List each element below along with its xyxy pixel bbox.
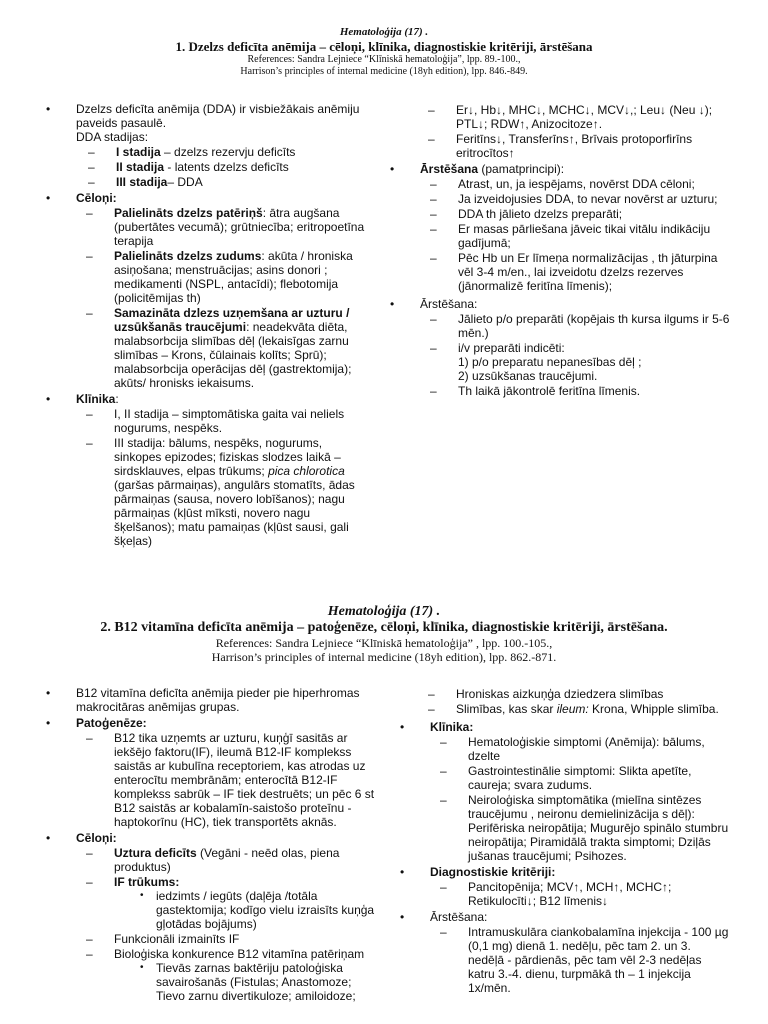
list-item: – Er↓, Hb↓, MHC↓, MCHC↓, MCV↓,; Leu↓ (Neu ↓); PTL↓; RDW↑, Anizocitoze↑.	[428, 103, 730, 131]
section2-ref1: References: Sandra Lejniece “Klīniskā hematoloģija” , lpp. 100.-105.,	[215, 636, 553, 650]
list-item: – III stadija: bālums, nespēks, nogurums, sinkopes epizodes; fiziskas slodzes laikā – sirdsklauves, elpas trūkums; pica chlorotica (garšas pārmaiņas), angulārs stomatīts, ādas pārmaiņas (sausa, novero lobīšanos); nagu pārmaiņas (kļūst mīksti, novero nagu šķelšanos); matu pamaiņas (kļūst sausi, gali šķeļas)	[86, 436, 366, 548]
list-item: – Bioloģiska konkurence B12 vitamīna patēriņam • Tievās zarnas baktēriju patoloģiska savairošanās (Fistulas; Anastomoze; Tievo zarnu divertikuloze; amiloidoze;	[86, 947, 382, 1003]
list-item: • Ārstēšana: – Jālieto p/o preparāti (kopējais th kursa ilgums ir 5-6 mēn.) – i/v preparāti indicēti: 1) p/o preparatu nepanesības dēļ ; 2) uzsūkšanas traucējumi. – Th laikā jākontrolē feritīna līmenis.	[390, 297, 730, 398]
section2-header	[0, 604, 768, 664]
list-item: – Palielināts dzelzs zudums: akūta / hroniska asiņošana; menstruācijas; asins donori ; medikamenti (NSPL, antacīdi); flebotomija (policitēmijas th)	[86, 249, 366, 305]
section1-header	[0, 26, 768, 78]
list-item: – Ja izveidojusies DDA, to nevar novērst ar uzturu;	[430, 192, 730, 206]
list-item: – Hematoloģiskie simptomi (Anēmija): bālums, dzelte	[440, 735, 730, 763]
list-item	[46, 191, 366, 390]
list-item: • Klīnika: – I, II stadija – simptomātiska gaita vai neliels nogurums, nespēks. – III stadija: bālums, nespēks, nogurums, sinkopes epizodes; fiziskas slodzes laikā – sirdsklauves, elpas trūkums; pica chlorotica (garšas pārmaiņas), angulārs stomatīts, ādas pārmaiņas (sausa, novero lobīšanos); nagu pārmaiņas (kļūst mīksti, novero nagu šķelšanos); matu pamaiņas (kļūst sausi, gali šķeļas)	[46, 392, 366, 548]
clinic-heading: Klīnika	[76, 392, 116, 406]
section2-right-column	[400, 686, 730, 997]
section1-ref1: References: Sandra Lejniece “Klīniskā hematoloģija”, lpp. 89.-100.,	[247, 54, 521, 65]
section1-heading: 1. Dzelzs deficīta anēmija – cēloņi, klīnika, diagnostiskie kritēriji, ārstēšana	[175, 39, 593, 54]
list-item: – B12 tika uzņemts ar uzturu, kuņģī sasitās ar iekšējo faktoru(IF), ileumā B12-IF komplekss saistās ar kubulīna receptoriem, kas atrodas uz enterocītu membrānām; enterocītā B12-IF komplekss sabrūk – IF tiek destruēts; un pēc 6 st B12 saistās ar kobalamīn-saistošo proteīnu - haptokorīnu (HC), tiek transportēts aknās.	[86, 731, 382, 829]
list-item: – Uztura deficīts (Vegāni - neēd olas, piena produktus)	[86, 846, 382, 874]
list-item: – Funkcionāli izmainīts IF	[86, 932, 382, 946]
list-item: – Gastrointestinālie simptomi: Slikta apetīte, caureja; svara zudums.	[440, 764, 730, 792]
list-item: – Samazināta dzlezs uzņemšana ar uzturu / uzsūkšanās traucējumi: neadekvāta diēta, malabsorbcija slimības dēļ (lekaisīgas zarnu slimības – Krons, čūlainais kolīts; Sprū); malabsorbcija operācijas dēļ (gastrektomija); akūts/ hronisks iekaisums.	[86, 306, 366, 390]
section2-heading: 2. B12 vitamīna deficīta anēmija – patoģenēze, cēloņi, klīnika, diagnostiskie kritēriji, ārstēšana.	[100, 620, 668, 635]
section1-ref2: Harrison’s principles of internal medicine (18yh edition), lpp. 846.-849.	[240, 66, 528, 77]
intro-text: DDA stadijas:	[76, 130, 149, 144]
section2-ref2: Harrison’s principles of internal medicine (18yh edition), lpp. 862.-871.	[211, 650, 557, 664]
section1-left-column	[46, 102, 366, 550]
list-item: – i/v preparāti indicēti: 1) p/o preparatu nepanesības dēļ ; 2) uzsūkšanas traucējumi.	[430, 341, 730, 383]
list-item: – Atrast, un, ja iespējams, novērst DDA cēloni;	[430, 177, 730, 191]
list-item: • Patoģenēze: – B12 tika uzņemts ar uzturu, kuņģī sasitās ar iekšējo faktoru(IF), ileumā B12-IF komplekss saistās ar kubulīna receptoriem, kas atrodas uz enterocītu membrānām; enterocītā B12-IF komplekss sabrūk – IF tiek destruēts; un pēc 6 st B12 saistās ar kobalamīn-saistošo proteīnu - haptokorīnu (HC), tiek transportēts aknās.	[46, 716, 382, 829]
list-item: – Er masas pārliešana jāveic tikai vitālu indikāciju gadījumā;	[430, 222, 730, 250]
list-item: – IF trūkums: • iedzimts / iegūts (daļēja /totāla gastektomija; kodīgo vielu izraisīts kuņģa gļotādas bojājums)	[86, 875, 382, 931]
list-item: • Diagnostiskie kritēriji: – Pancitopēnija; MCV↑, MCH↑, MCHC↑; Retikulocīti↓; B12 līmenis↓	[400, 865, 730, 908]
list-item	[46, 102, 366, 189]
list-item: – I stadija – dzelzs rezervju deficīts	[88, 145, 366, 159]
list-item: – Pēc Hb un Er līmeņa normalizācijas , th jāturpina vēl 3-4 m/en., lai izveidotu dzelzs rezerves (jānormalizē feritīna līmenis);	[430, 251, 730, 293]
list-item: – Th laikā jākontrolē feritīna līmenis.	[430, 384, 730, 398]
list-item: • Ārstēšana: – Intramuskulāra ciankobalamīna injekcija - 100 µg (0,1 mg) dienā 1. nedēļu, pēc tam 2. un 3. nedēļā - pārdienās, pēc tam vēl 2-3 nedēļas katru 3.-4. dienu, turpmākā th – 1 injekcija 1x/mēn.	[400, 910, 730, 995]
list-item: – Hroniskas aizkuņģa dziedzera slimības	[428, 687, 730, 701]
list-item: • B12 vitamīna deficīta anēmija pieder pie hiperhromas makrocitāras anēmijas grupas.	[46, 686, 382, 714]
section1-right-column	[390, 102, 730, 400]
section1-title: Hematoloģija (17) .	[339, 26, 429, 38]
list-item: – I, II stadija – simptomātiska gaita vai neliels nogurums, nespēks.	[86, 407, 366, 435]
list-item: – Pancitopēnija; MCV↑, MCH↑, MCHC↑; Retikulocīti↓; B12 līmenis↓	[440, 880, 730, 908]
causes-heading: Cēloņi:	[76, 191, 117, 205]
list-item: – II stadija - latents dzelzs deficīts	[88, 160, 366, 174]
list-item: • Ārstēšana (pamatprincipi): – Atrast, un, ja iespējams, novērst DDA cēloni; – Ja izveidojusies DDA, to nevar novērst ar uzturu; – DDA th jālieto dzelzs preparāti; – Er masas pārliešana jāveic tikai vitālu indikāciju gadījumā; – Pēc Hb un Er līmeņa normalizācijas , th jāturpina vēl 3-4 m/en., lai izveidotu dzelzs rezerves (jānormalizē feritīna līmenis);	[390, 162, 730, 293]
list-item: • Tievās zarnas baktēriju patoloģiska savairošanās (Fistulas; Anastomoze; Tievo zarnu divertikuloze; amiloidoze;	[140, 961, 382, 1003]
list-item: – Palielināts dzelzs patēriņš: ātra augšana (pubertātes vecumā); grūtniecība; eritropoetīna terapija	[86, 206, 366, 248]
list-item: – Slimības, kas skar ileum: Krona, Whipple slimība.	[428, 702, 730, 716]
list-item: – Jālieto p/o preparāti (kopējais th kursa ilgums ir 5-6 mēn.)	[430, 312, 730, 340]
list-item: – DDA th jālieto dzelzs preparāti;	[430, 207, 730, 221]
list-item: – III stadija– DDA	[88, 175, 366, 189]
list-item: • Klīnika: – Hematoloģiskie simptomi (Anēmija): bālums, dzelte – Gastrointestinālie simptomi: Slikta apetīte, caureja; svara zudums. – Neiroloģiska simptomātika (mielīna sintēzes traucējumu , neironu demielinizācija s dēļ): Perifēriska neiropātija; Mugurējo spinālo stumbru neiropātija; Piramidālā trakta simptomi; Dziļās jušanas traucējumi; Psihozes.	[400, 720, 730, 863]
list-item: • Cēloņi: – Uztura deficīts (Vegāni - neēd olas, piena produktus) – IF trūkums: • iedzimts / iegūts (daļēja /totāla gastektomija; kodīgo vielu izraisīts kuņģa gļotādas bojājums) – Funkcionāli izmainīts IF – Bioloģiska konkurence B12 vitamīna patēriņam • Tievās zarnas baktēriju patoloģiska savairošanās (Fistulas; Anastomoze; Tievo zarnu divertikuloze; amiloidoze;	[46, 831, 382, 1003]
list-item: • iedzimts / iegūts (daļēja /totāla gastektomija; kodīgo vielu izraisīts kuņģa gļotādas bojājums)	[140, 889, 382, 931]
intro-text: • Dzelzs deficīta anēmija (DDA) ir visbiežākais anēmiju paveids pasaulē.	[76, 102, 360, 130]
section2-left-column	[46, 686, 382, 1005]
list-item: – Feritīns↓, Transferīns↑, Brīvais protoporfirīns eritrocītos↑	[428, 132, 730, 160]
list-item: – Neiroloģiska simptomātika (mielīna sintēzes traucējumu , neironu demielinizācija s dēļ): Perifēriska neiropātija; Mugurējo spinālo stumbru neiropātija; Piramidālā trakta simptomi; Dziļās jušanas traucējumi; Psihozes.	[440, 793, 730, 863]
list-item: – Intramuskulāra ciankobalamīna injekcija - 100 µg (0,1 mg) dienā 1. nedēļu, pēc tam 2. un 3. nedēļā - pārdienās, pēc tam vēl 2-3 nedēļas katru 3.-4. dienu, turpmākā th – 1 injekcija 1x/mēn.	[440, 925, 730, 995]
section2-title: Hematoloģija (17) .	[327, 604, 441, 619]
